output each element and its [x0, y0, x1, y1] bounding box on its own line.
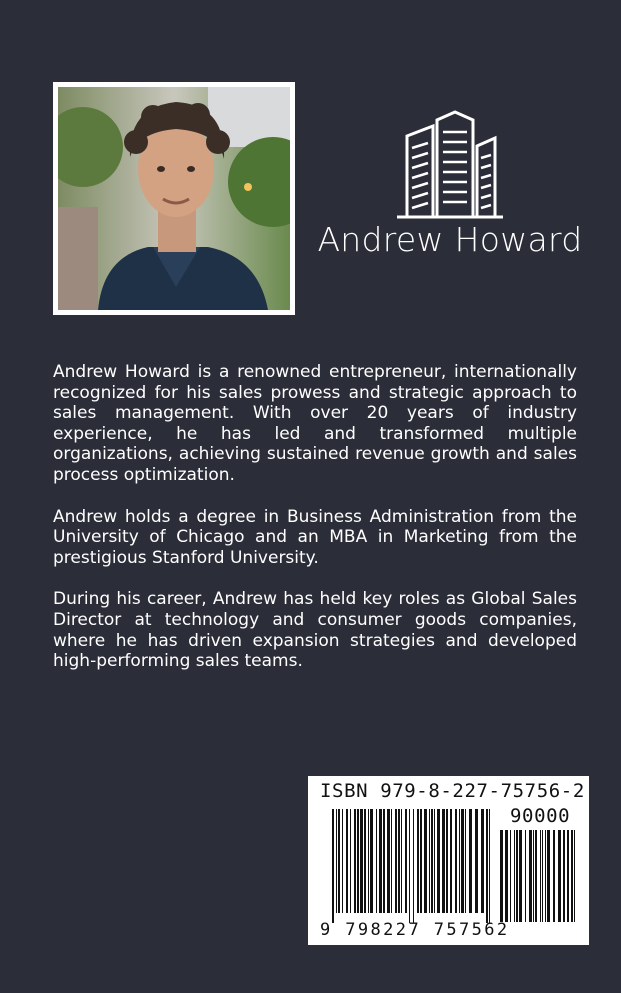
- barcode-bar: [395, 809, 397, 913]
- barcode-main: [332, 809, 492, 923]
- author-name: Andrew Howard: [317, 220, 583, 259]
- barcode-bar: [346, 809, 348, 913]
- barcode-bar: [379, 809, 382, 913]
- author-bio: [53, 362, 577, 693]
- barcode-bar: [529, 830, 532, 922]
- barcode-bar: [431, 809, 433, 913]
- barcode-bar: [455, 809, 457, 913]
- bio-paragraph: Andrew holds a degree in Business Administration from the University of Chicago and an MBA in Marketing from the prestigious Stanford University.: [53, 506, 577, 568]
- barcode-bar: [424, 809, 427, 913]
- barcode-bar: [383, 809, 385, 913]
- barcode-addon: [500, 830, 578, 922]
- barcode-bar: [459, 809, 460, 913]
- barcode-bar: [540, 830, 541, 922]
- bio-paragraph: Andrew Howard is a renowned entrepreneur, internationally recognized for his sales prowess and strategic approach to sales management. With over 20 years of industry experience, he has led and transformed multiple organizations, achieving sustained revenue growth and sales process optimization.: [53, 362, 577, 485]
- barcode-bar: [514, 830, 515, 922]
- barcode-bar: [376, 809, 377, 913]
- barcode-bar: [357, 809, 359, 913]
- barcode-bar: [437, 809, 440, 913]
- barcode-bar: [338, 809, 340, 913]
- barcode-bar: [450, 809, 452, 913]
- barcode-bar: [558, 830, 561, 922]
- barcode-bar: [542, 830, 543, 922]
- barcode-bar: [525, 830, 526, 922]
- author-photo: [53, 82, 295, 315]
- barcode-bar: [413, 809, 414, 923]
- isbn-label: ISBN 979-8-227-75756-2: [320, 780, 585, 802]
- barcode-bar: [364, 809, 366, 913]
- barcode-bar: [405, 809, 407, 913]
- barcode-bar: [547, 830, 550, 922]
- barcode-bar: [500, 830, 503, 922]
- barcode-bar: [446, 809, 448, 913]
- barcode-bar: [469, 809, 472, 913]
- barcode-bar: [533, 830, 534, 922]
- barcode-bar: [461, 809, 464, 913]
- barcode-bar: [519, 830, 522, 922]
- barcode-bar: [486, 809, 488, 923]
- barcode-bar: [545, 830, 546, 922]
- barcode-bar: [553, 830, 555, 922]
- isbn-barcode-block: [308, 776, 589, 945]
- barcode-bar: [417, 809, 419, 913]
- barcode-bar: [354, 809, 356, 913]
- barcode-bar: [350, 809, 351, 913]
- barcode-bar: [465, 809, 466, 913]
- barcode-bar: [475, 809, 478, 913]
- barcode-bar: [481, 809, 484, 913]
- barcode-bar: [360, 809, 363, 913]
- barcode-digits: 9 798227 757562: [320, 920, 510, 940]
- barcode-bar: [368, 809, 369, 913]
- barcode-bar: [571, 830, 573, 922]
- barcode-bar: [434, 809, 435, 913]
- barcode-bar: [442, 809, 445, 913]
- barcode-bar: [563, 830, 565, 922]
- barcode-bar: [510, 830, 511, 922]
- barcode-bar: [391, 809, 392, 913]
- barcode-bar: [401, 809, 402, 913]
- bio-paragraph: During his career, Andrew has held key roles as Global Sales Director at technology and consumer goods companies, where he has driven expansion strategies and developed high-performing sales teams.: [53, 589, 577, 672]
- barcode-bar: [429, 809, 430, 913]
- barcode-bar: [420, 809, 422, 913]
- barcode-bar: [332, 809, 334, 923]
- barcode-bar: [505, 830, 508, 922]
- barcode-bar: [567, 830, 569, 922]
- author-photo-image: [58, 87, 290, 310]
- price-code: 90000: [510, 805, 571, 827]
- barcode-bar: [336, 809, 337, 913]
- barcode-bar: [516, 830, 518, 922]
- city-buildings-icon: [395, 108, 505, 220]
- barcode-bar: [398, 809, 400, 913]
- barcode-bar: [342, 809, 343, 913]
- barcode-bar: [574, 830, 575, 922]
- barcode-bar: [409, 809, 410, 923]
- barcode-bar: [489, 809, 490, 923]
- barcode-bar: [387, 809, 390, 913]
- barcode-bar: [535, 830, 537, 922]
- barcode-bar: [370, 809, 373, 913]
